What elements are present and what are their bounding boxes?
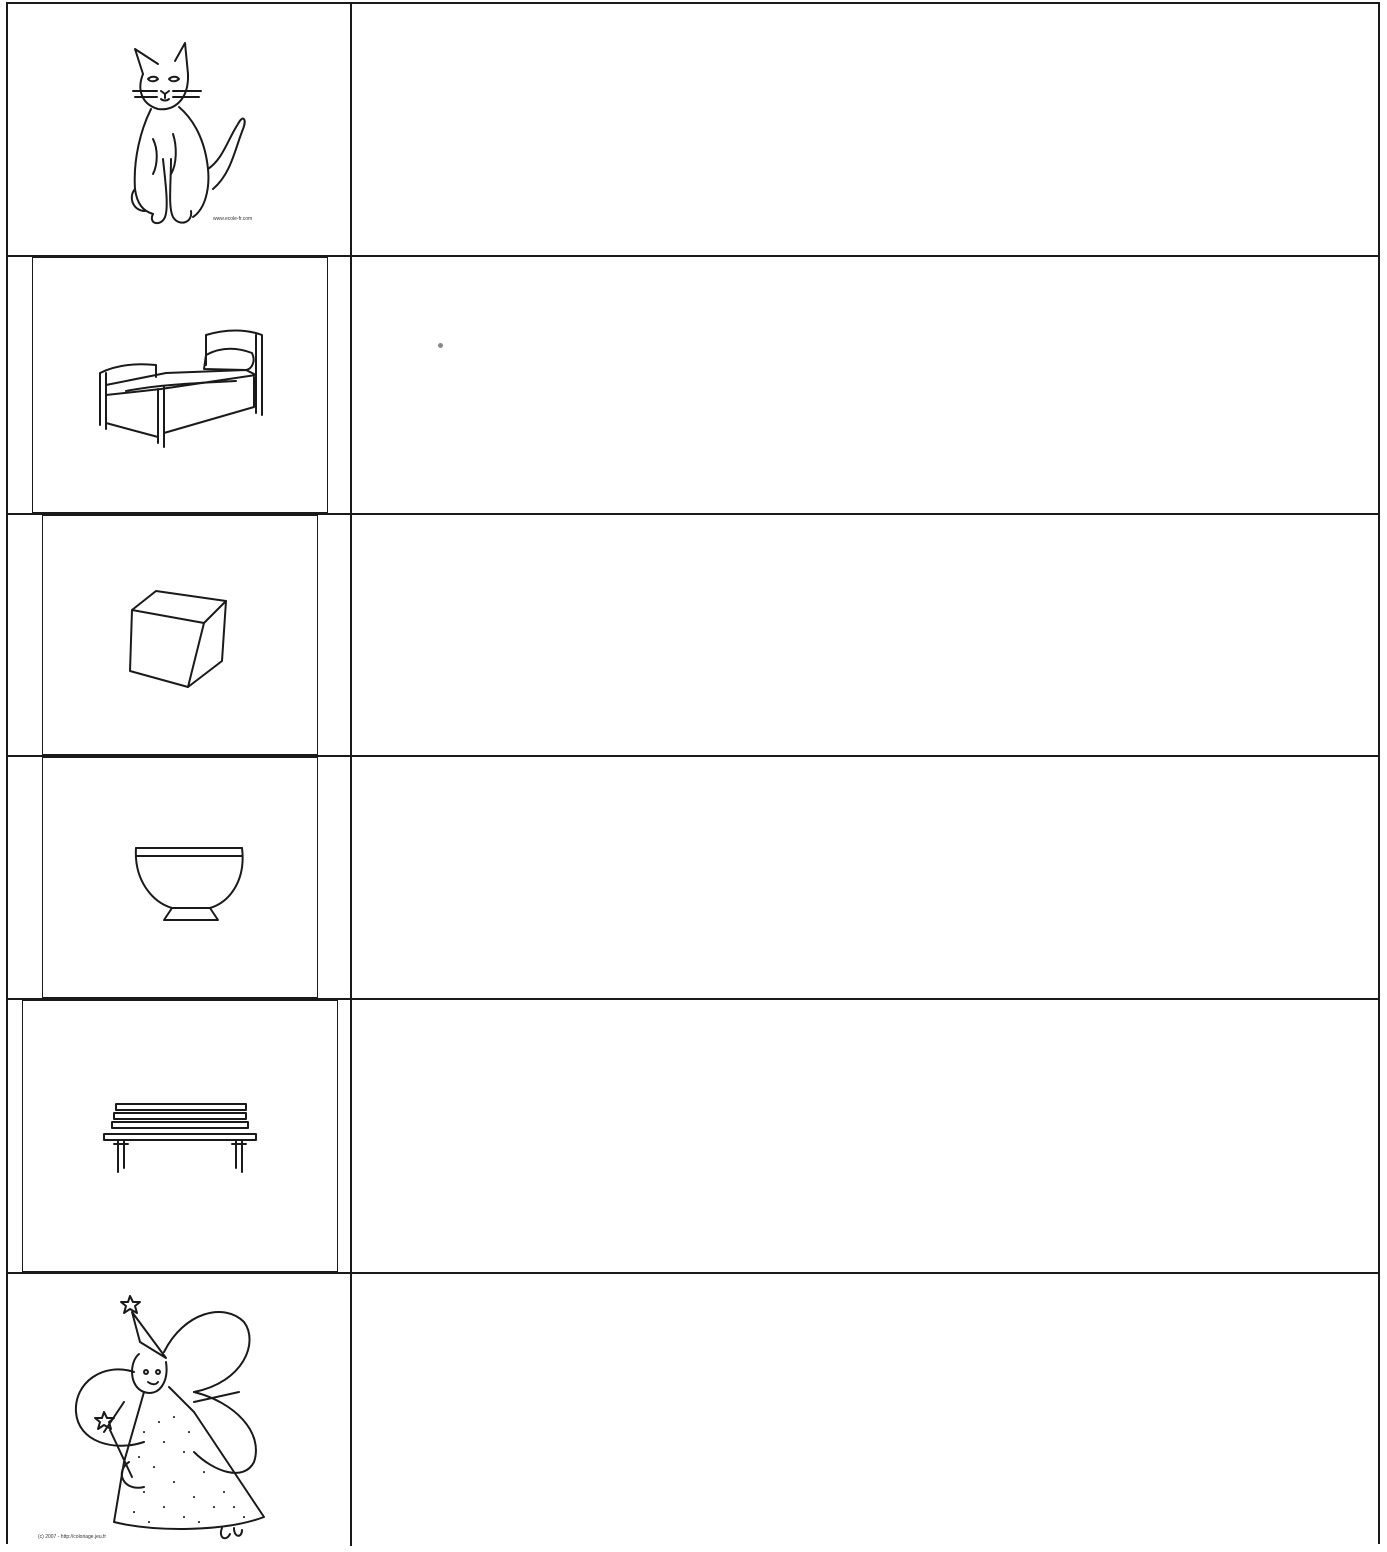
table-row <box>8 1000 1378 1274</box>
picture-cell <box>8 515 352 755</box>
fairy-copyright: (c) 2007 - http://coloriage.jeu.fr <box>38 1534 107 1540</box>
table-row <box>8 757 1378 1000</box>
cat-icon <box>113 39 253 229</box>
table-row <box>8 4 1378 257</box>
table-row <box>8 257 1378 515</box>
paper-speck <box>438 343 443 348</box>
picture-cell <box>8 1000 352 1272</box>
table-row <box>8 1274 1378 1546</box>
writing-space[interactable] <box>352 257 1378 513</box>
picture-cell <box>8 1274 352 1546</box>
writing-space[interactable] <box>352 4 1378 255</box>
cube-icon <box>126 585 236 695</box>
picture-cell <box>8 757 352 998</box>
writing-space[interactable] <box>352 515 1378 755</box>
writing-space[interactable] <box>352 1274 1378 1546</box>
bench-icon <box>100 1100 260 1180</box>
worksheet-table <box>6 2 1380 1544</box>
table-row <box>8 515 1378 757</box>
cat-watermark: www.ecole-fr.com <box>213 216 253 222</box>
bowl-icon <box>132 840 252 930</box>
fairy-icon <box>74 1292 284 1552</box>
picture-cell <box>8 257 352 513</box>
writing-space[interactable] <box>352 757 1378 998</box>
writing-space[interactable] <box>352 1000 1378 1272</box>
picture-cell <box>8 4 352 255</box>
bed-icon <box>96 325 276 455</box>
